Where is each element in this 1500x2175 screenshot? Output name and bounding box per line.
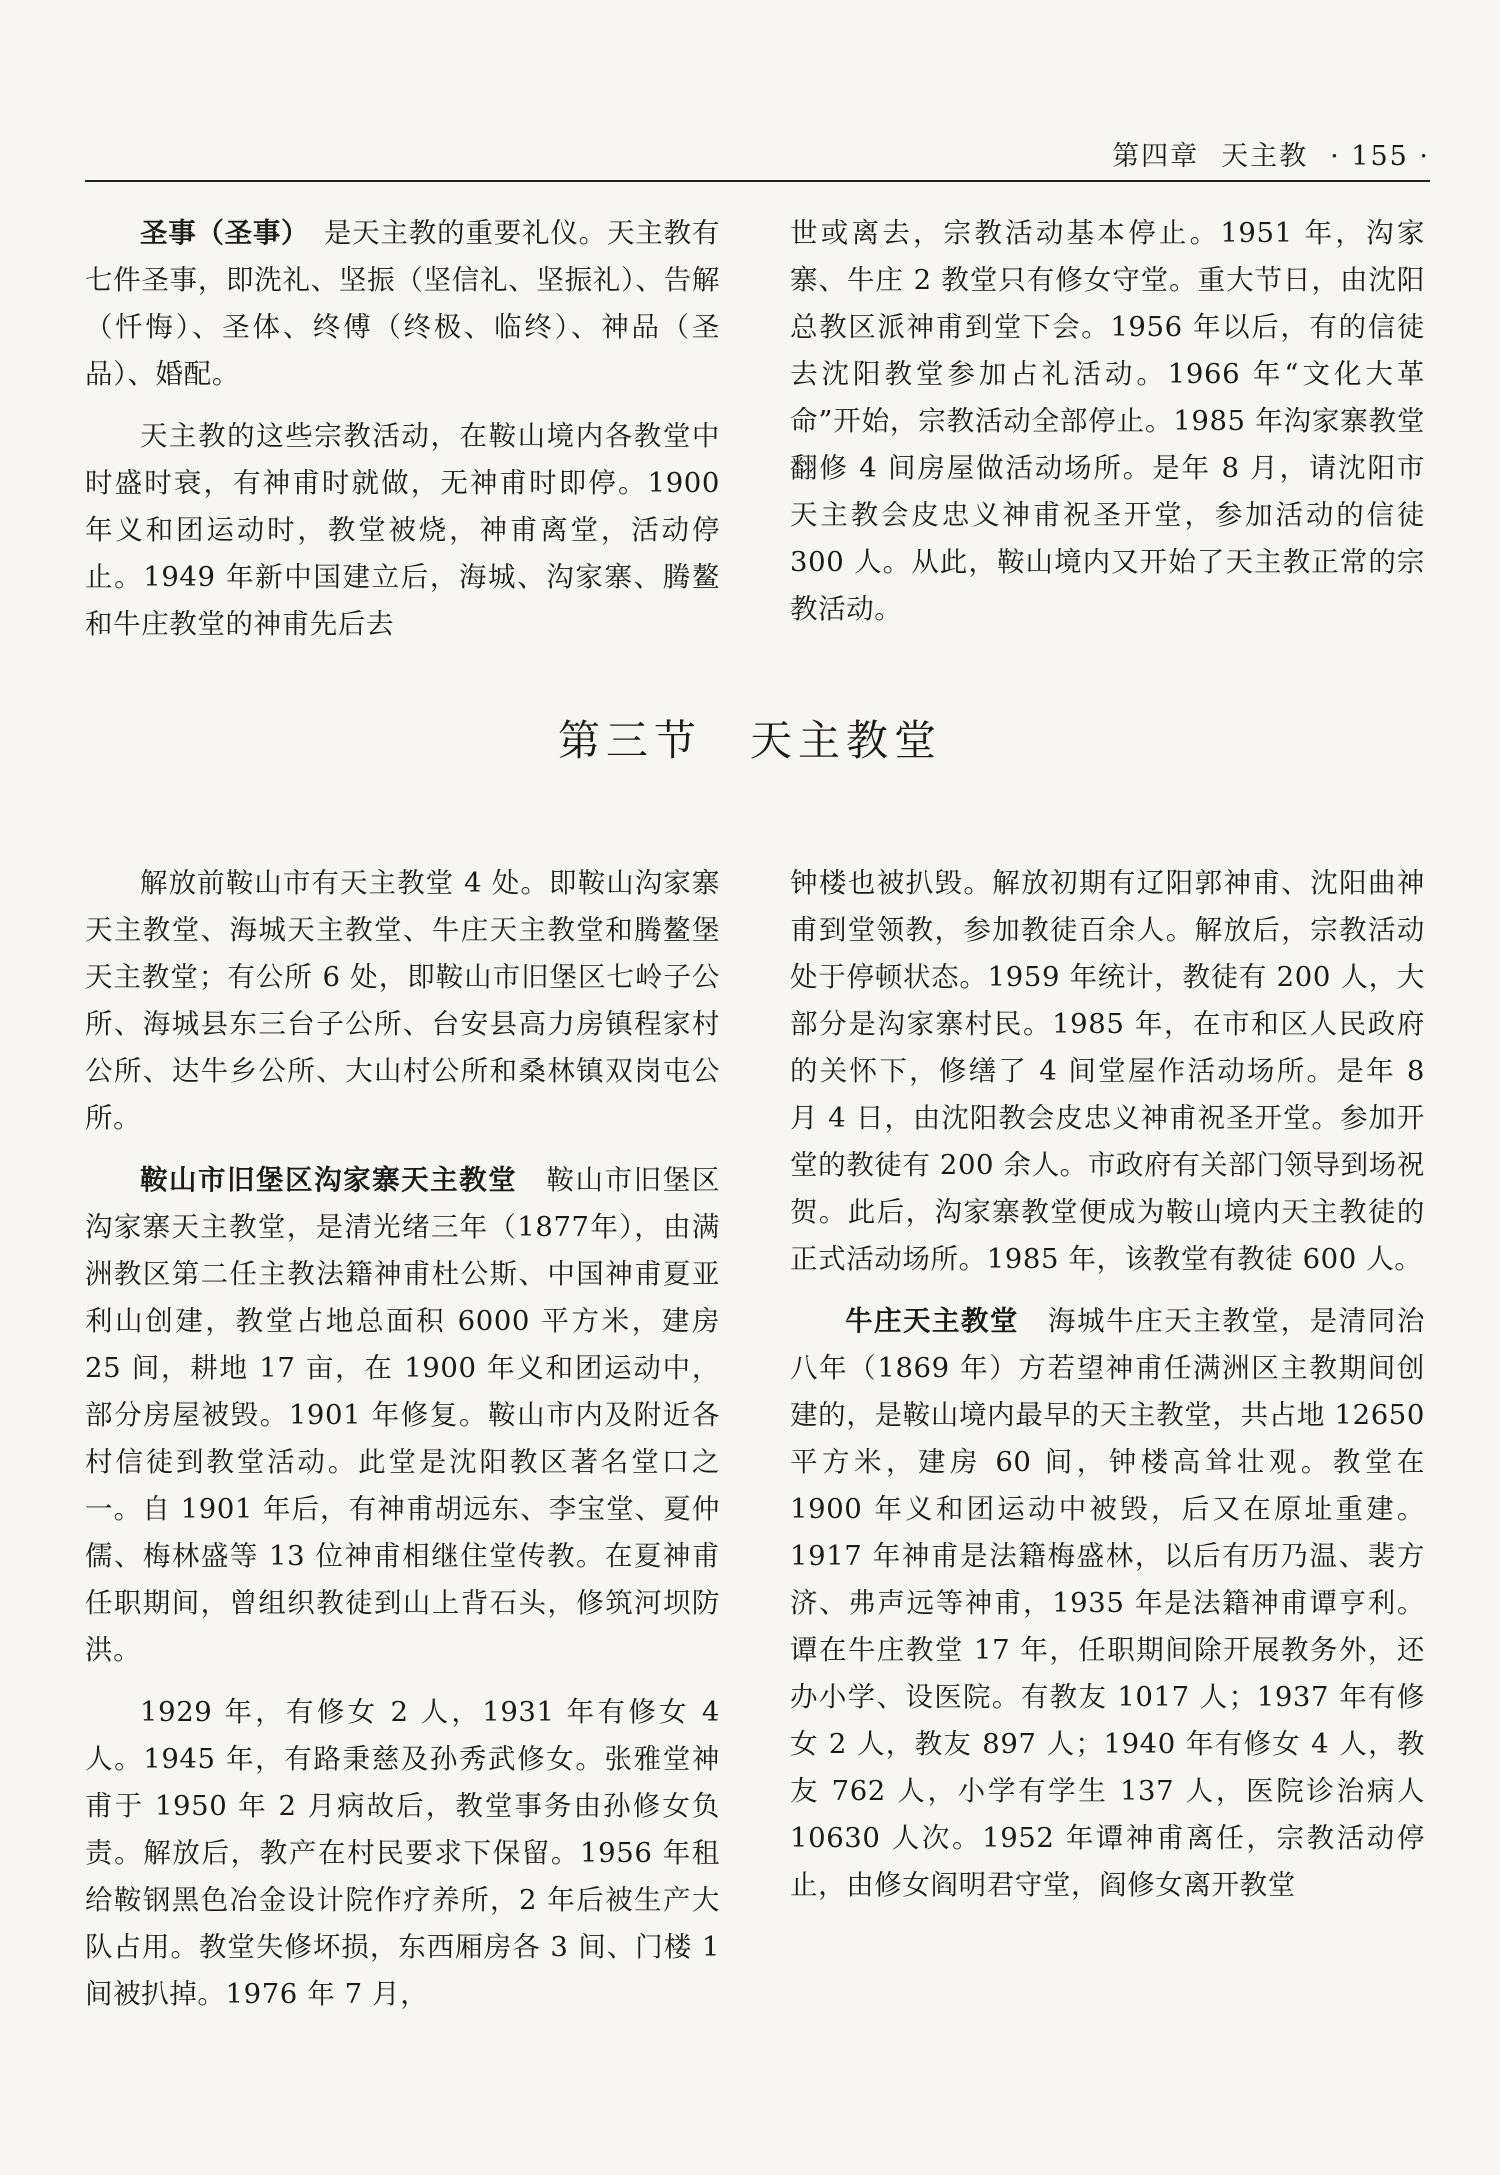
top-right-column — [790, 210, 1425, 648]
term-heading: 牛庄天主教堂 — [845, 1305, 1019, 1337]
bottom-right-column — [790, 860, 1425, 1924]
section-name: 天主教堂 — [750, 716, 943, 765]
paragraph-text: 是天主教的重要礼仪。天主教有七件圣事，即洗礼、坚振（坚信礼、坚振礼）、告解（忏悔）、圣体、终傅（终极、临终）、神品（圣品）、婚配。 — [85, 217, 720, 390]
top-left-column — [85, 210, 720, 663]
paragraph: 钟楼也被扒毁。解放初期有辽阳郭神甫、沈阳曲神甫到堂领教，参加教徒百余人。解放后，宗教活动处于停顿状态。1959 年统计，教徒有 200 人，大部分是沟家寨村民。1985 年，在市和区人民政府的关怀下，修缮了 4 间堂屋作活动场所。是年 8 月 4 日，由沈阳教会皮忠义神甫祝圣开堂。参加开堂的教徒有 200 余人。市政府有关部门领导到场祝贺。此后，沟家寨教堂便成为鞍山境内天主教徒的正式活动场所。1985 年，该教堂有教徒 600 人。 — [790, 867, 1425, 1275]
paragraph-text: 海城牛庄天主教堂，是清同治八年（1869 年）方若望神甫任满洲区主教期间创建的，是鞍山境内最早的天主教堂，共占地 12650 平方米，建房 60 间，钟楼高耸壮观。教堂在 1900 年义和团运动中被毁，后又在原址重建。1917 年神甫是法籍梅盛林，以后有历乃温、裴方济、弗声远等神甫，1935 年是法籍神甫谭亨利。谭在牛庄教堂 17 年，任职期间除开展教务外，还办小学、设医院。有教友 1017 人；1937 年有修女 2 人，教友 897 人；1940 年有修女 4 人，教友 762 人，小学有学生 137 人，医院诊治病人 10630 人次。1952 年谭神甫离任，宗教活动停止，由修女阎明君守堂，阎修女离开教堂 — [790, 1305, 1425, 1901]
paragraph: 1929 年，有修女 2 人，1931 年有修女 4 人。1945 年，有路秉慈及孙秀武修女。张雅堂神甫于 1950 年 2 月病故后，教堂事务由孙修女负责。解放后，教产在村民要求下保留。1956 年租给鞍钢黑色冶金设计院作疗养所，2 年后被生产大队占用。教堂失修坏损，东西厢房各 3 间、门楼 1 间被扒掉。1976 年 7 月， — [85, 1696, 720, 2010]
paragraph: 天主教的这些宗教活动，在鞍山境内各教堂中时盛时衰，有神甫时就做，无神甫时即停。1900 年义和团运动时，教堂被烧，神甫离堂，活动停止。1949 年新中国建立后，海城、沟家寨、腾鳌和牛庄教堂的神甫先后去 — [85, 420, 720, 640]
section-title — [0, 708, 1500, 768]
paragraph — [85, 1157, 720, 1674]
paragraph-text: 鞍山市旧堡区沟家寨天主教堂，是清光绪三年（1877年），由满洲教区第二任主教法籍神甫杜公斯、中国神甫夏亚利山创建，教堂占地总面积 6000 平方米，建房 25 间，耕地 17 亩，在 1900 年义和团运动中，部分房屋被毁。1901 年修复。鞍山市内及附近各村信徒到教堂活动。此堂是沈阳教区著名堂口之一。自 1901 年后，有神甫胡远东、李宝堂、夏仲儒、梅林盛等 13 位神甫相继住堂传教。在夏神甫任职期间，曾组织教徒到山上背石头，修筑河坝防洪。 — [85, 1164, 721, 1666]
header-chapter-title: 天主教 — [1221, 141, 1309, 172]
section-number: 第三节 — [557, 716, 702, 765]
paragraph: 解放前鞍山市有天主教堂 4 处。即鞍山沟家寨天主教堂、海城天主教堂、牛庄天主教堂和腾鳌堡天主教堂；有公所 6 处，即鞍山市旧堡区七岭子公所、海城县东三台子公所、台安县高力房镇程家村公所、达牛乡公所、大山村公所和桑林镇双岗屯公所。 — [85, 867, 720, 1134]
paragraph: 世或离去，宗教活动基本停止。1951 年，沟家寨、牛庄 2 教堂只有修女守堂。重大节日，由沈阳总教区派神甫到堂下会。1956 年以后，有的信徒去沈阳教堂参加占礼活动。1966 年“文化大革命”开始，宗教活动全部停止。1985 年沟家寨教堂翻修 4 间房屋做活动场所。是年 8 月，请沈阳市天主教会皮忠义神甫祝圣开堂，参加活动的信徒 300 人。从此，鞍山境内又开始了天主教正常的宗教活动。 — [790, 217, 1425, 625]
paragraph — [790, 1298, 1425, 1909]
bottom-left-column — [85, 860, 720, 2033]
term-heading: 鞍山市旧堡区沟家寨天主教堂 — [140, 1164, 518, 1196]
header-text — [1090, 134, 1430, 173]
header-chapter: 第四章 — [1112, 141, 1200, 172]
paragraph — [85, 210, 720, 398]
header-page-number: · 155 · — [1330, 141, 1430, 172]
running-header — [85, 128, 1430, 182]
term-heading: 圣事（圣事） — [140, 217, 296, 249]
